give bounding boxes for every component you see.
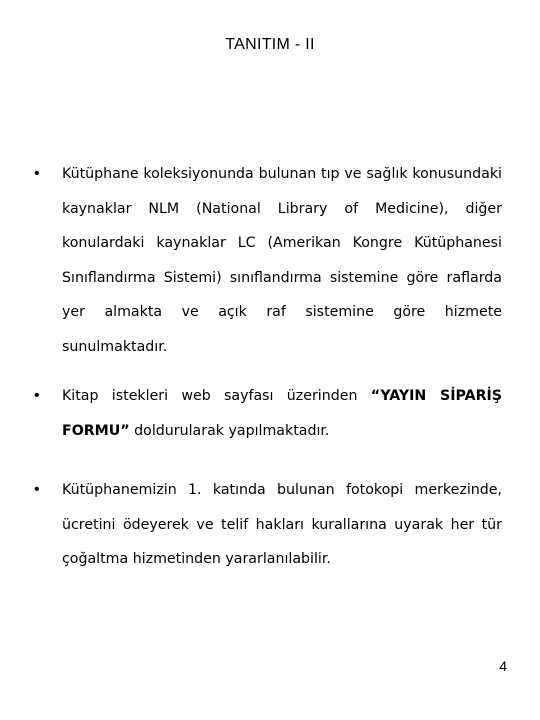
bullet-icon: • [34,165,40,182]
page-title: TANITIM - II [225,36,315,53]
bullet-text: Kütüphane koleksiyonunda bulunan tıp ve sağlık konusundaki kaynaklar NLM (National Library of Medicine), diğer konulardaki kaynaklar LC (Amerikan Kongre Kütüphanesi Sınıflandırma Sistemi) sınıflandırma sistemine göre raflarda yer almakta ve açık raf sistemine göre hizmete sunulmaktadır. [62,166,502,355]
page-number: 4 [499,658,507,674]
order-form-emphasis: “YAYIN SİPARİŞ FORMU” [62,388,502,439]
bullet-text-after: doldurularak yapılmaktadır. [129,422,330,439]
bullet-text-before: Kitap istekleri web sayfası üzerinden [62,388,371,404]
bullet-icon: • [34,481,40,498]
bullet-icon: • [34,387,40,404]
bullet-text [62,379,502,448]
bullet-text: Kütüphanemizin 1. katında bulunan fotokopi merkezinde, ücretini ödeyerek ve telif hakları kurallarına uyarak her tür çoğaltma hizmetinden yararlanılabilir. [62,482,502,567]
